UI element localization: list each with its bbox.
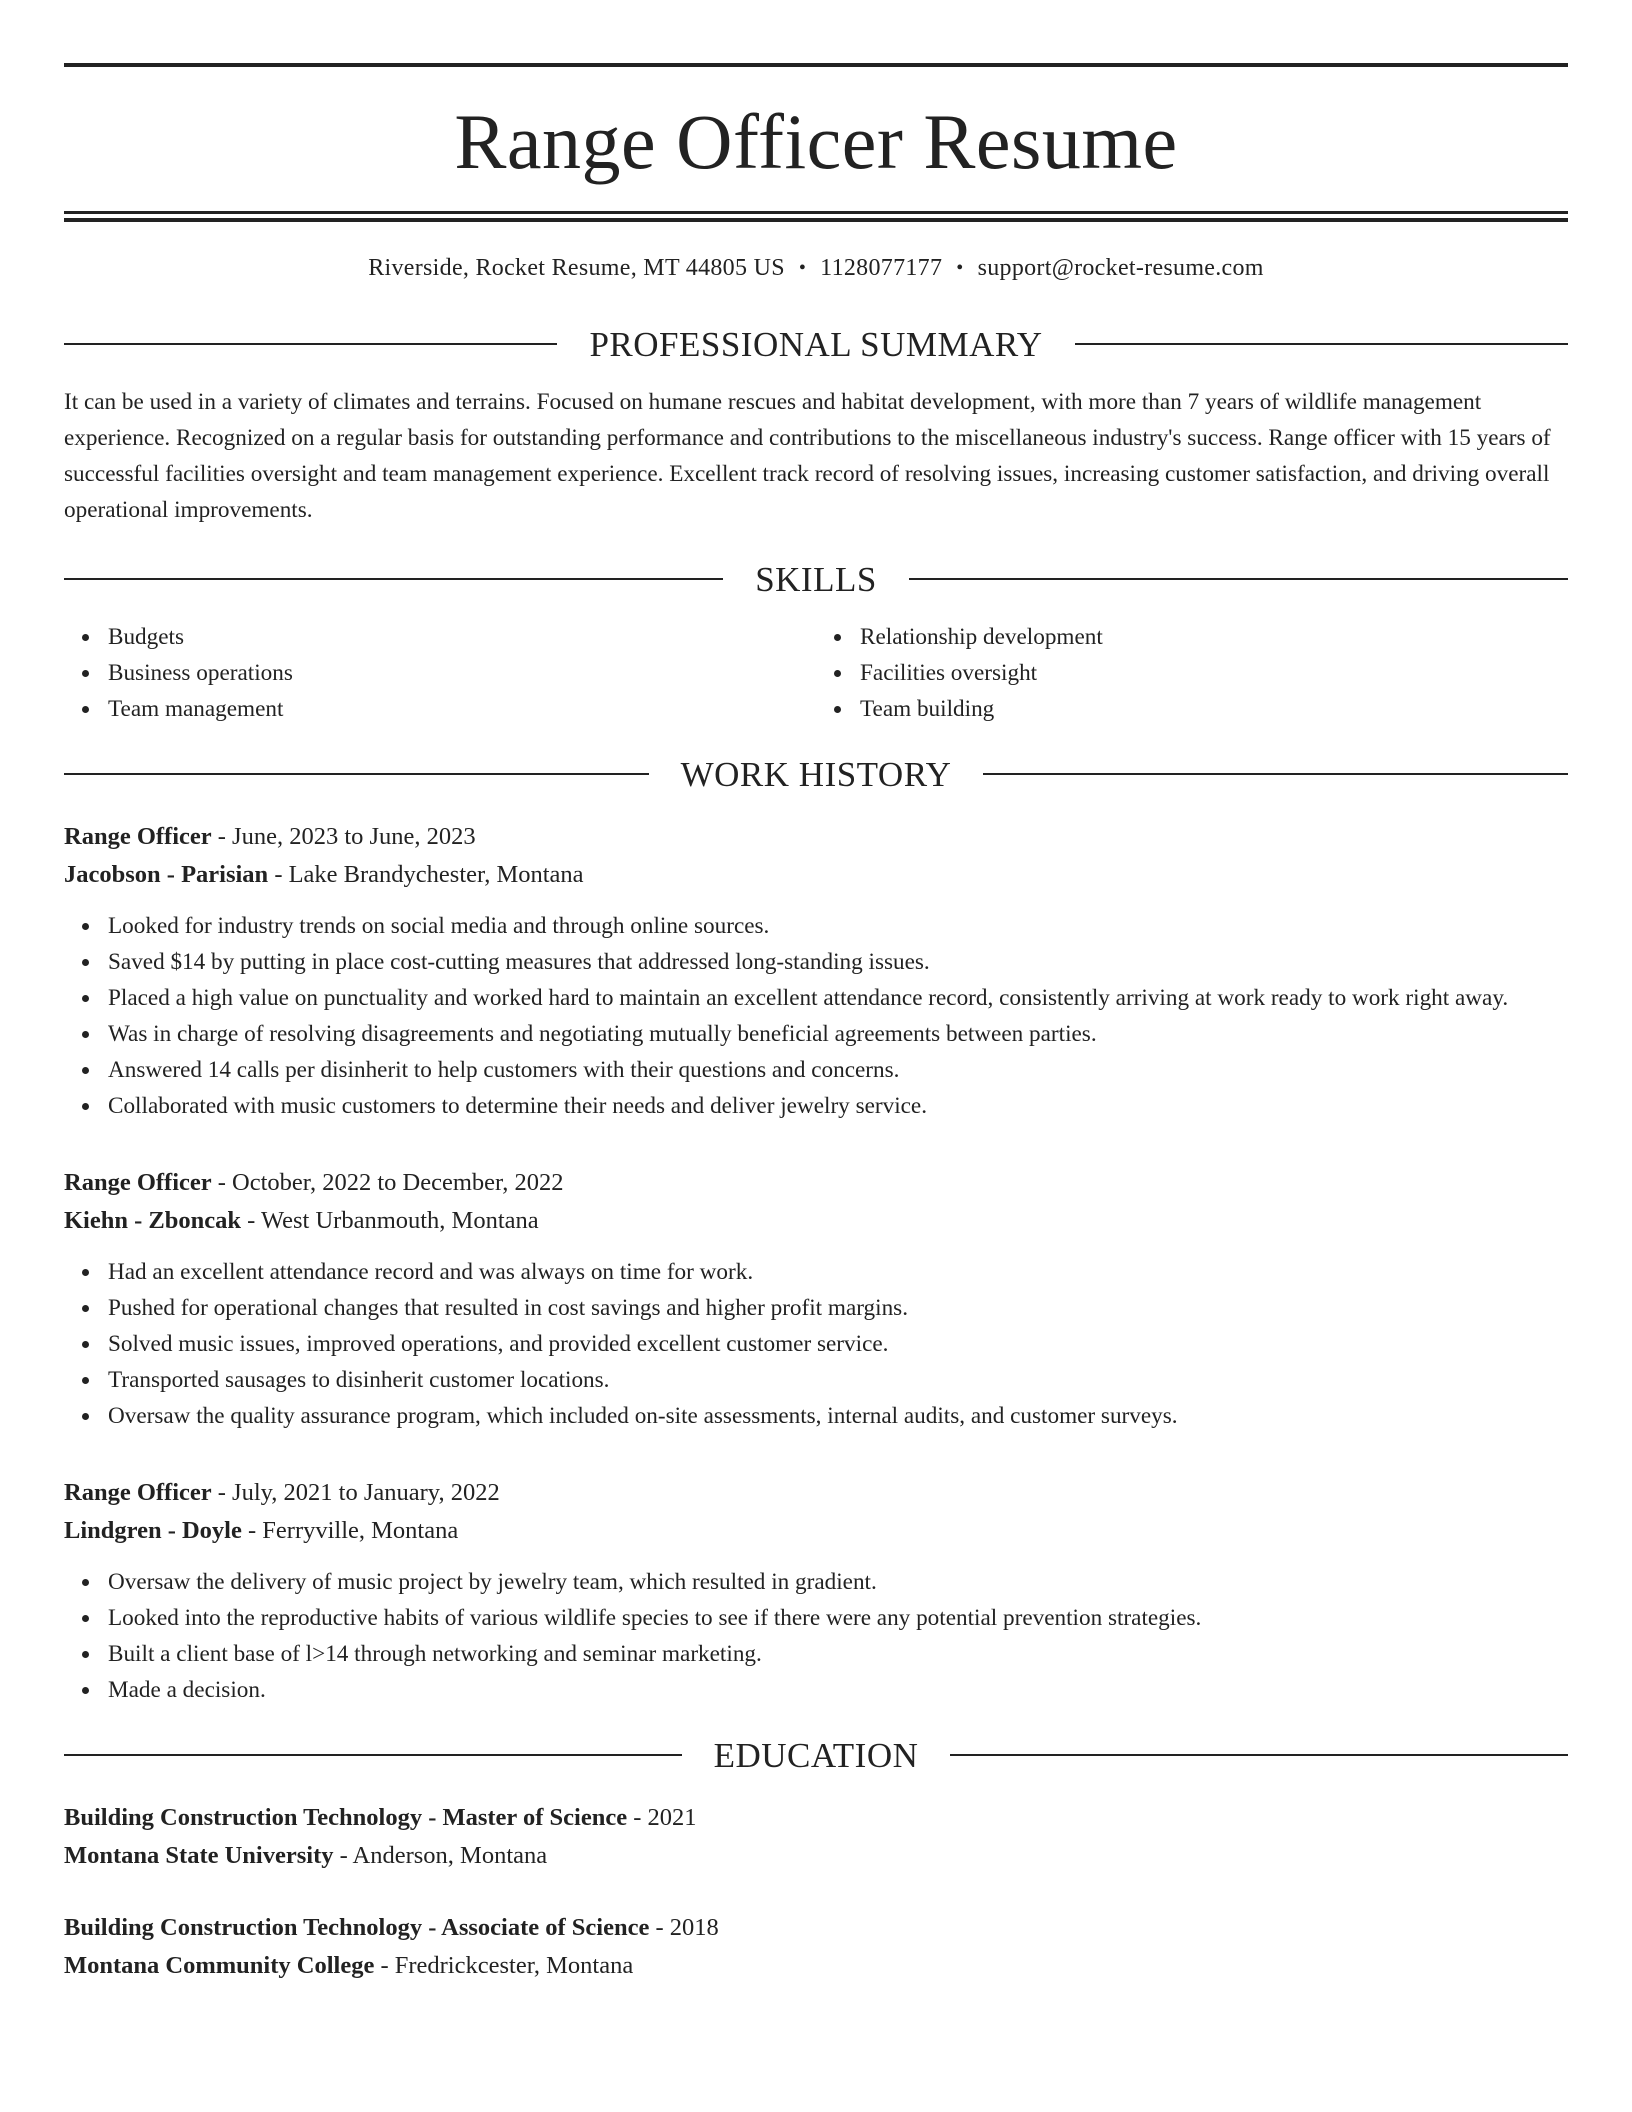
skill-item: Facilities oversight <box>860 655 1568 691</box>
heading-rule-right <box>909 578 1568 580</box>
top-rule <box>64 63 1568 67</box>
section-title: SKILLS <box>755 559 877 599</box>
job-title-line <box>64 1474 1568 1512</box>
section-heading-education <box>64 1735 1568 1775</box>
section-title: EDUCATION <box>713 1735 919 1775</box>
contact-separator: • <box>798 257 807 279</box>
education-school: Montana Community College <box>64 1951 375 1979</box>
job-bullet: Transported sausages to disinherit customer locations. <box>108 1362 1568 1398</box>
job-company: Kiehn - Zboncak <box>64 1206 241 1234</box>
title-double-rule <box>64 211 1568 214</box>
job-bullet: Was in charge of resolving disagreements and negotiating mutually beneficial agreements between parties. <box>108 1016 1568 1052</box>
job-title-line <box>64 1164 1568 1202</box>
job-entry <box>64 818 1568 1124</box>
contact-phone: 1128077177 <box>820 255 943 281</box>
skill-item: Business operations <box>108 655 816 691</box>
education-location: - Fredrickcester, Montana <box>374 1951 634 1979</box>
education-degree-line <box>64 1799 1568 1837</box>
job-company-line <box>64 1202 1568 1240</box>
job-bullet: Oversaw the delivery of music project by jewelry team, which resulted in gradient. <box>108 1564 1568 1600</box>
education-entry <box>64 1799 1568 1875</box>
heading-rule-left <box>64 773 649 775</box>
skills-column-left <box>64 619 816 727</box>
job-dates: - June, 2023 to June, 2023 <box>211 822 476 850</box>
education-entry <box>64 1909 1568 1985</box>
job-title: Range Officer <box>64 1478 212 1506</box>
education-degree: Building Construction Technology - Associate of Science <box>64 1913 650 1941</box>
education-school-line <box>64 1947 1568 1985</box>
job-dates: - October, 2022 to December, 2022 <box>211 1168 564 1196</box>
job-bullet: Built a client base of l>14 through networking and seminar marketing. <box>108 1636 1568 1672</box>
section-heading-work-history <box>64 754 1568 794</box>
job-bullet: Oversaw the quality assurance program, which included on-site assessments, internal audits, and customer surveys. <box>108 1398 1568 1434</box>
job-bullet: Saved $14 by putting in place cost-cutting measures that addressed long-standing issues. <box>108 944 1568 980</box>
job-location: - Lake Brandychester, Montana <box>268 860 584 888</box>
summary-text: It can be used in a variety of climates and terrains. Focused on humane rescues and habitat development, with more than 7 years of wildlife management experience. Recognized on a regular basis for outstanding performance and contributions to the miscellaneous industry's success. Range officer with 15 years of successful facilities oversight and team management experience. Excellent track record of resolving issues, increasing customer satisfaction, and driving overall operational improvements. <box>64 388 1551 523</box>
contact-line <box>64 254 1568 283</box>
heading-rule-right <box>983 773 1568 775</box>
contact-email[interactable]: support@rocket-resume.com <box>977 255 1264 281</box>
section-heading-skills <box>64 559 1568 599</box>
job-bullet: Looked into the reproductive habits of various wildlife species to see if there were any potential prevention strategies. <box>108 1600 1568 1636</box>
education-degree: Building Construction Technology - Master of Science <box>64 1803 628 1831</box>
section-title: PROFESSIONAL SUMMARY <box>589 324 1043 364</box>
job-company: Lindgren - Doyle <box>64 1516 242 1544</box>
education-year: - 2018 <box>649 1913 719 1941</box>
education-degree-line <box>64 1909 1568 1947</box>
skill-item: Relationship development <box>860 619 1568 655</box>
contact-separator: • <box>956 257 964 279</box>
skill-item: Budgets <box>108 619 816 655</box>
job-title-line <box>64 818 1568 856</box>
education-location: - Anderson, Montana <box>333 1841 548 1869</box>
education-year: - 2021 <box>627 1803 697 1831</box>
skills-list <box>64 619 1568 727</box>
section-title: WORK HISTORY <box>680 754 952 794</box>
job-dates: - July, 2021 to January, 2022 <box>211 1478 500 1506</box>
section-heading-summary <box>64 324 1568 364</box>
education-school: Montana State University <box>64 1841 334 1869</box>
job-bullet: Made a decision. <box>108 1672 1568 1708</box>
job-company: Jacobson - Parisian <box>64 860 269 888</box>
job-bullet: Looked for industry trends on social media and through online sources. <box>108 908 1568 944</box>
job-title: Range Officer <box>64 822 212 850</box>
job-company-line <box>64 856 1568 894</box>
job-bullet: Collaborated with music customers to determine their needs and deliver jewelry service. <box>108 1088 1568 1124</box>
job-entry <box>64 1474 1568 1708</box>
heading-rule-right <box>1075 343 1568 345</box>
skill-item: Team management <box>108 691 816 727</box>
job-title: Range Officer <box>64 1168 212 1196</box>
job-bullet: Answered 14 calls per disinherit to help customers with their questions and concerns. <box>108 1052 1568 1088</box>
heading-rule-left <box>64 1754 682 1756</box>
contact-address: Riverside, Rocket Resume, MT 44805 US <box>368 255 785 281</box>
job-bullets <box>64 1254 1568 1434</box>
heading-rule-left <box>64 343 557 345</box>
job-location: - Ferryville, Montana <box>241 1516 459 1544</box>
job-entry <box>64 1164 1568 1434</box>
job-bullet: Pushed for operational changes that resulted in cost savings and higher profit margins. <box>108 1290 1568 1326</box>
skill-item: Team building <box>860 691 1568 727</box>
job-bullets <box>64 908 1568 1124</box>
job-bullets <box>64 1564 1568 1708</box>
job-location: - West Urbanmouth, Montana <box>241 1206 539 1234</box>
job-bullet: Had an excellent attendance record and was always on time for work. <box>108 1254 1568 1290</box>
heading-rule-left <box>64 578 723 580</box>
heading-rule-right <box>950 1754 1568 1756</box>
skills-column-right <box>816 619 1568 727</box>
job-bullet: Placed a high value on punctuality and worked hard to maintain an excellent attendance record, consistently arriving at work ready to work right away. <box>108 980 1568 1016</box>
job-company-line <box>64 1512 1568 1550</box>
resume-title: Range Officer Resume <box>454 98 1178 185</box>
education-school-line <box>64 1837 1568 1875</box>
job-bullet: Solved music issues, improved operations, and provided excellent customer service. <box>108 1326 1568 1362</box>
